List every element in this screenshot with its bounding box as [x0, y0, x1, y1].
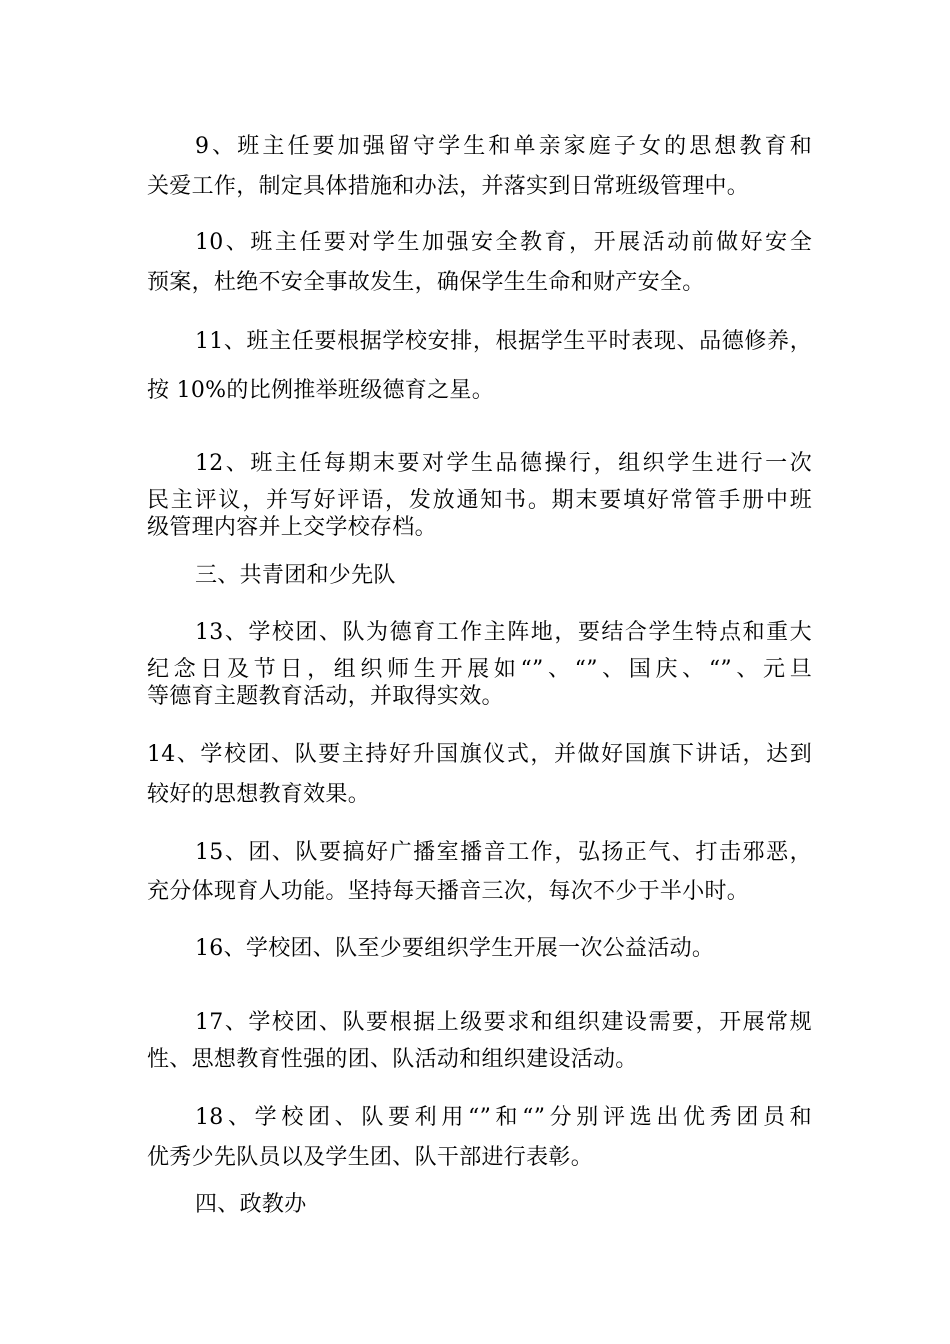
paragraph-14-line-2: 较好的思想教育效果。	[147, 782, 371, 807]
paragraph-9-line-2: 关爱工作，制定具体措施和办法，并落实到日常班级管理中。	[147, 174, 750, 199]
paragraph-12-line-1: 12、班主任每期末要对学生品德操行，组织学生进行一次	[195, 451, 812, 476]
paragraph-12-line-3: 级管理内容并上交学校存档。	[147, 515, 437, 540]
section-heading-youth-league: 三、共青团和少先队	[195, 563, 396, 588]
paragraph-13-line-1: 13、学校团、队为德育工作主阵地，要结合学生特点和重大	[195, 620, 812, 645]
paragraph-17-line-2: 性、思想教育性强的团、队活动和组织建设活动。	[147, 1047, 638, 1072]
section-heading-political-office: 四、政教办	[195, 1192, 307, 1217]
paragraph-11-line-2: 按 10%的比例推举班级德育之星。	[147, 378, 494, 403]
paragraph-16-line-1: 16、学校团、队至少要组织学生开展一次公益活动。	[195, 936, 715, 961]
paragraph-17-line-1: 17、学校团、队要根据上级要求和组织建设需要，开展常规	[195, 1010, 812, 1035]
paragraph-13-line-3: 等德育主题教育活动，并取得实效。	[147, 684, 504, 709]
paragraph-9-line-1: 9、班主任要加强留守学生和单亲家庭子女的思想教育和	[195, 134, 812, 159]
paragraph-13-line-2: 纪念日及节日，组织师生开展如“”、“”、国庆、“”、元旦	[147, 657, 812, 682]
paragraph-15-line-2: 充分体现育人功能。坚持每天播音三次，每次不少于半小时。	[147, 879, 750, 904]
paragraph-18-line-1: 18、学校团、队要利用“”和“”分别评选出优秀团员和	[195, 1105, 812, 1130]
paragraph-14-line-1: 14、学校团、队要主持好升国旗仪式，并做好国旗下讲话，达到	[147, 742, 812, 767]
paragraph-11-line-1: 11、班主任要根据学校安排，根据学生平时表现、品德修养，	[195, 329, 812, 354]
paragraph-10-line-1: 10、班主任要对学生加强安全教育，开展活动前做好安全	[195, 230, 812, 255]
paragraph-18-line-2: 优秀少先队员以及学生团、队干部进行表彰。	[147, 1145, 594, 1170]
paragraph-10-line-2: 预案，杜绝不安全事故发生，确保学生生命和财产安全。	[147, 270, 705, 295]
paragraph-12-line-2: 民主评议，并写好评语，发放通知书。期末要填好常管手册中班	[147, 488, 812, 513]
paragraph-15-line-1: 15、团、队要搞好广播室播音工作，弘扬正气、打击邪恶，	[195, 840, 812, 865]
